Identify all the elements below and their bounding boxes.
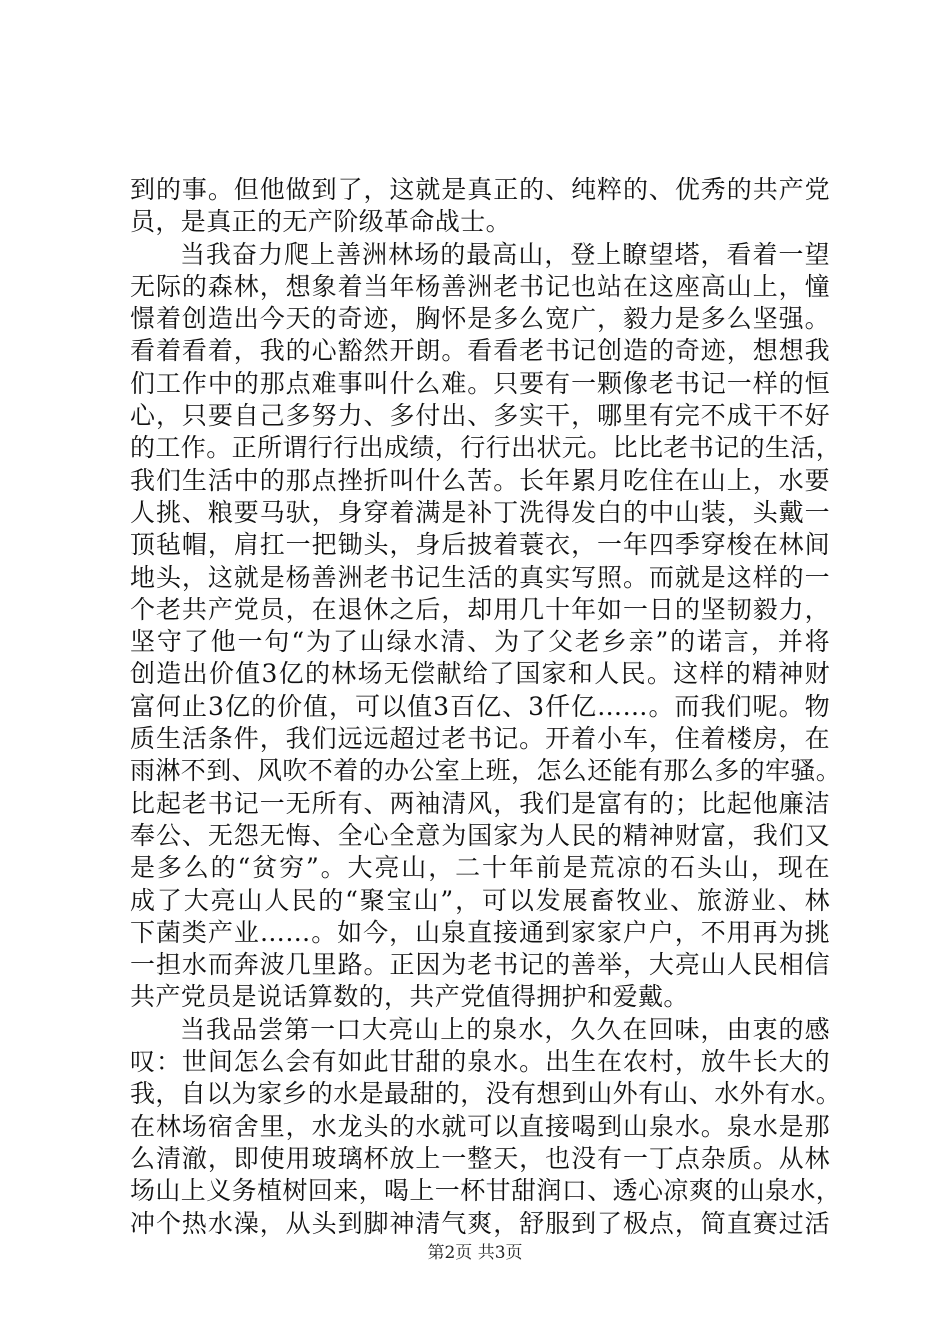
text-line: 质生活条件，我们远远超过老书记。开着小车，住着楼房，在 (130, 724, 830, 754)
text-line: 无际的森林，想象着当年杨善洲老书记也站在这座高山上，憧 (130, 271, 830, 301)
text-line: 当我品尝第一口大亮山上的泉水，久久在回味，由衷的感 (180, 1014, 830, 1044)
page-number-footer: 第2页 共3页 (427, 1243, 523, 1263)
paragraph-climbing-mountain (130, 239, 842, 1014)
text-line: 人挑、粮要马驮，身穿着满是补丁洗得发白的中山装，头戴一 (130, 497, 830, 527)
text-line: 共产党员是说话算数的，共产党值得拥护和爱戴。 (130, 982, 689, 1012)
paragraph-spring-water (130, 1014, 842, 1240)
text-line: 我，自以为家乡的水是最甜的，没有想到山外有山、水外有水。 (130, 1079, 842, 1109)
text-line: 场山上义务植树回来，喝上一杯甘甜润口、透心凉爽的山泉水， (130, 1176, 842, 1206)
text-line: 雨淋不到、风吹不着的办公室上班，怎么还能有那么多的牢骚。 (130, 756, 842, 786)
text-line: 的工作。正所谓行行出成绩，行行出状元。比比老书记的生活， (130, 433, 842, 463)
document-body (130, 174, 842, 1240)
text-line: 是多么的“贫穷”。大亮山，二十年前是荒凉的石头山，现在 (130, 853, 830, 883)
text-line: 到的事。但他做到了，这就是真正的、纯粹的、优秀的共产党 (130, 175, 830, 204)
text-line: 看着看着，我的心豁然开朗。看看老书记创造的奇迹，想想我 (130, 336, 830, 366)
text-line: 心，只要自己多努力、多付出、多实干，哪里有完不成干不好 (130, 401, 830, 431)
text-line: 一担水而奔波几里路。正因为老书记的善举，大亮山人民相信 (130, 950, 830, 980)
text-line: 地头，这就是杨善洲老书记生活的真实写照。而就是这样的一 (130, 562, 830, 592)
text-line: 成了大亮山人民的“聚宝山”，可以发展畜牧业、旅游业、林 (130, 885, 830, 915)
paragraph-continuation (130, 174, 830, 239)
text-line: 员，是真正的无产阶级革命战士。 (130, 207, 512, 237)
text-line: 我们生活中的那点挫折叫什么苦。长年累月吃住在山上，水要 (130, 465, 830, 495)
text-line: 奉公、无怨无悔、全心全意为国家为人民的精神财富，我们又 (130, 820, 830, 850)
text-line: 憬着创造出今天的奇迹，胸怀是多么宽广，毅力是多么坚强。 (130, 304, 830, 334)
text-line: 比起老书记一无所有、两袖清风，我们是富有的；比起他廉洁 (130, 788, 830, 818)
text-line: 在林场宿舍里，水龙头的水就可以直接喝到山泉水。泉水是那 (130, 1111, 830, 1141)
text-line: 当我奋力爬上善洲林场的最高山，登上瞭望塔，看着一望 (180, 239, 830, 269)
text-line: 富何止3亿的价值，可以值3百亿、3仟亿……。而我们呢。物 (130, 691, 830, 721)
text-line: 创造出价值3亿的林场无偿献给了国家和人民。这样的精神财 (130, 659, 830, 689)
text-line: 叹：世间怎么会有如此甘甜的泉水。出生在农村，放牛长大的 (130, 1047, 830, 1077)
text-line: 顶毡帽，肩扛一把锄头，身后披着蓑衣，一年四季穿梭在林间 (130, 530, 830, 560)
text-line: 们工作中的那点难事叫什么难。只要有一颗像老书记一样的恒 (130, 368, 830, 398)
text-line: 个老共产党员，在退休之后，却用几十年如一日的坚韧毅力， (130, 594, 830, 624)
text-line: 么清澈，即使用玻璃杯放上一整天，也没有一丁点杂质。从林 (130, 1143, 830, 1173)
text-line: 坚守了他一句“为了山绿水清、为了父老乡亲”的诺言，并将 (130, 627, 830, 657)
text-line: 冲个热水澡，从头到脚神清气爽，舒服到了极点，简直赛过活 (130, 1208, 830, 1238)
text-line: 下菌类产业……。如今，山泉直接通到家家户户，不用再为挑 (130, 917, 830, 947)
